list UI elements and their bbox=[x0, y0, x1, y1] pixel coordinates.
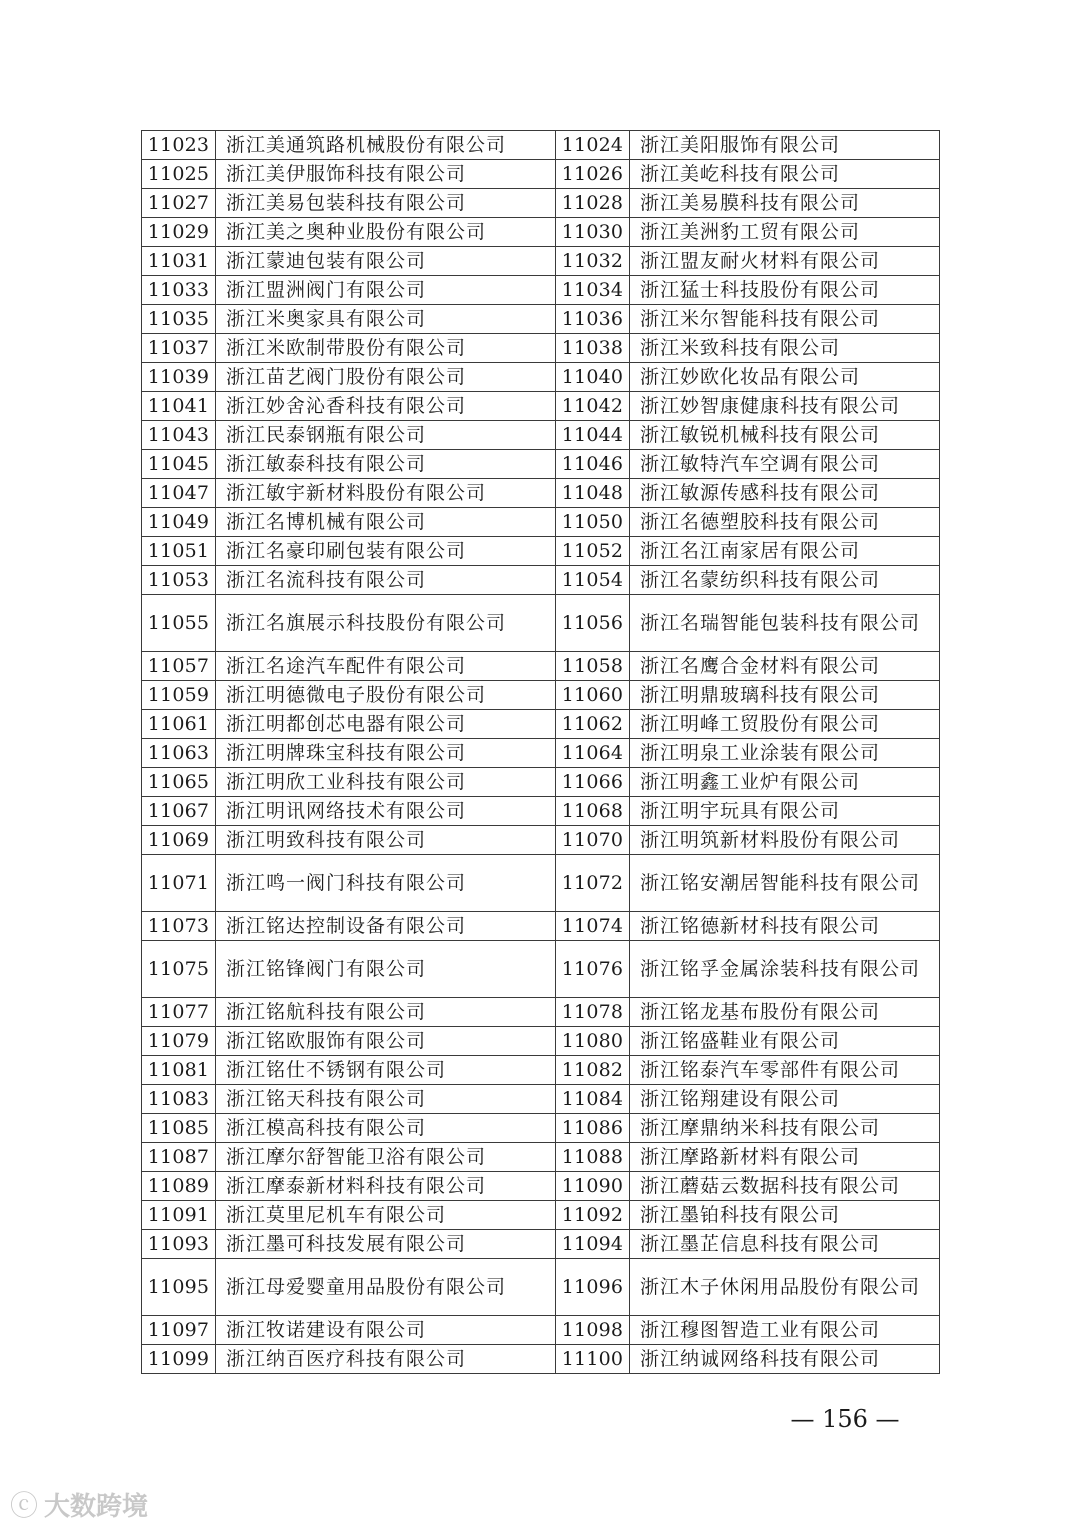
company-name: 浙江名博机械有限公司 bbox=[216, 508, 556, 537]
company-number: 11076 bbox=[556, 941, 630, 998]
company-name: 浙江美屹科技有限公司 bbox=[630, 160, 940, 189]
company-number: 11058 bbox=[556, 652, 630, 681]
company-number: 11082 bbox=[556, 1056, 630, 1085]
table-row bbox=[142, 305, 940, 334]
company-number: 11041 bbox=[142, 392, 216, 421]
company-number: 11088 bbox=[556, 1143, 630, 1172]
table-row bbox=[142, 1345, 940, 1374]
company-name: 浙江名流科技有限公司 bbox=[216, 566, 556, 595]
company-number: 11062 bbox=[556, 710, 630, 739]
company-number: 11095 bbox=[142, 1259, 216, 1316]
table-row bbox=[142, 131, 940, 160]
company-number: 11090 bbox=[556, 1172, 630, 1201]
table-body bbox=[142, 131, 940, 1374]
company-name: 浙江妙智康健康科技有限公司 bbox=[630, 392, 940, 421]
table-row bbox=[142, 1114, 940, 1143]
company-number: 11050 bbox=[556, 508, 630, 537]
company-name: 浙江明都创芯电器有限公司 bbox=[216, 710, 556, 739]
company-number: 11054 bbox=[556, 566, 630, 595]
table-row bbox=[142, 1143, 940, 1172]
company-name: 浙江米致科技有限公司 bbox=[630, 334, 940, 363]
company-number: 11045 bbox=[142, 450, 216, 479]
company-number: 11055 bbox=[142, 595, 216, 652]
company-number: 11031 bbox=[142, 247, 216, 276]
company-name: 浙江摩泰新材料科技有限公司 bbox=[216, 1172, 556, 1201]
table-row bbox=[142, 1230, 940, 1259]
company-number: 11032 bbox=[556, 247, 630, 276]
company-name: 浙江墨芷信息科技有限公司 bbox=[630, 1230, 940, 1259]
company-name: 浙江纳百医疗科技有限公司 bbox=[216, 1345, 556, 1374]
company-number: 11024 bbox=[556, 131, 630, 160]
company-name: 浙江牧诺建设有限公司 bbox=[216, 1316, 556, 1345]
company-number: 11067 bbox=[142, 797, 216, 826]
company-name: 浙江摩鼎纳米科技有限公司 bbox=[630, 1114, 940, 1143]
table-row bbox=[142, 537, 940, 566]
company-number: 11036 bbox=[556, 305, 630, 334]
table-row bbox=[142, 363, 940, 392]
table-row bbox=[142, 739, 940, 768]
watermark-logo-icon: ⓒ bbox=[10, 1489, 39, 1522]
company-name: 浙江盟洲阀门有限公司 bbox=[216, 276, 556, 305]
company-name: 浙江盟友耐火材料有限公司 bbox=[630, 247, 940, 276]
table-row bbox=[142, 710, 940, 739]
company-number: 11071 bbox=[142, 855, 216, 912]
company-name: 浙江模高科技有限公司 bbox=[216, 1114, 556, 1143]
company-name: 浙江铭泰汽车零部件有限公司 bbox=[630, 1056, 940, 1085]
company-name: 浙江铭安潮居智能科技有限公司 bbox=[630, 855, 940, 912]
company-number: 11048 bbox=[556, 479, 630, 508]
company-number: 11080 bbox=[556, 1027, 630, 1056]
company-number: 11051 bbox=[142, 537, 216, 566]
company-number: 11056 bbox=[556, 595, 630, 652]
company-number: 11033 bbox=[142, 276, 216, 305]
company-name: 浙江铭航科技有限公司 bbox=[216, 998, 556, 1027]
table-row bbox=[142, 450, 940, 479]
table-row bbox=[142, 998, 940, 1027]
company-number: 11064 bbox=[556, 739, 630, 768]
company-number: 11037 bbox=[142, 334, 216, 363]
table-row bbox=[142, 276, 940, 305]
company-number: 11060 bbox=[556, 681, 630, 710]
company-name: 浙江米欧制带股份有限公司 bbox=[216, 334, 556, 363]
company-number: 11070 bbox=[556, 826, 630, 855]
table-row bbox=[142, 1172, 940, 1201]
company-name: 浙江明泉工业涂装有限公司 bbox=[630, 739, 940, 768]
company-number: 11044 bbox=[556, 421, 630, 450]
company-name: 浙江苗艺阀门股份有限公司 bbox=[216, 363, 556, 392]
company-name: 浙江名途汽车配件有限公司 bbox=[216, 652, 556, 681]
company-number: 11066 bbox=[556, 768, 630, 797]
company-number: 11093 bbox=[142, 1230, 216, 1259]
company-name: 浙江名鹰合金材料有限公司 bbox=[630, 652, 940, 681]
table-row bbox=[142, 652, 940, 681]
company-number: 11100 bbox=[556, 1345, 630, 1374]
table-row bbox=[142, 421, 940, 450]
table-row bbox=[142, 826, 940, 855]
company-table bbox=[141, 130, 940, 1374]
company-name: 浙江美伊服饰科技有限公司 bbox=[216, 160, 556, 189]
company-name: 浙江美易膜科技有限公司 bbox=[630, 189, 940, 218]
company-number: 11030 bbox=[556, 218, 630, 247]
company-name: 浙江铭天科技有限公司 bbox=[216, 1085, 556, 1114]
company-number: 11083 bbox=[142, 1085, 216, 1114]
company-number: 11023 bbox=[142, 131, 216, 160]
table-row bbox=[142, 1056, 940, 1085]
company-number: 11097 bbox=[142, 1316, 216, 1345]
company-number: 11078 bbox=[556, 998, 630, 1027]
company-name: 浙江名蒙纺织科技有限公司 bbox=[630, 566, 940, 595]
company-number: 11028 bbox=[556, 189, 630, 218]
company-name: 浙江墨可科技发展有限公司 bbox=[216, 1230, 556, 1259]
company-name: 浙江妙欧化妆品有限公司 bbox=[630, 363, 940, 392]
table-row bbox=[142, 334, 940, 363]
company-name: 浙江明宇玩具有限公司 bbox=[630, 797, 940, 826]
table-row bbox=[142, 1316, 940, 1345]
company-number: 11040 bbox=[556, 363, 630, 392]
company-name: 浙江莫里尼机车有限公司 bbox=[216, 1201, 556, 1230]
table-row bbox=[142, 768, 940, 797]
company-number: 11098 bbox=[556, 1316, 630, 1345]
company-name: 浙江猛士科技股份有限公司 bbox=[630, 276, 940, 305]
company-name: 浙江敏特汽车空调有限公司 bbox=[630, 450, 940, 479]
table-row bbox=[142, 1259, 940, 1316]
company-name: 浙江名江南家居有限公司 bbox=[630, 537, 940, 566]
company-number: 11096 bbox=[556, 1259, 630, 1316]
table-row bbox=[142, 681, 940, 710]
company-number: 11053 bbox=[142, 566, 216, 595]
company-name: 浙江美通筑路机械股份有限公司 bbox=[216, 131, 556, 160]
company-name: 浙江铭锋阀门有限公司 bbox=[216, 941, 556, 998]
company-name: 浙江铭盛鞋业有限公司 bbox=[630, 1027, 940, 1056]
company-name: 浙江木子休闲用品股份有限公司 bbox=[630, 1259, 940, 1316]
table-row bbox=[142, 1085, 940, 1114]
company-number: 11046 bbox=[556, 450, 630, 479]
company-name: 浙江蒙迪包装有限公司 bbox=[216, 247, 556, 276]
company-number: 11049 bbox=[142, 508, 216, 537]
company-name: 浙江敏泰科技有限公司 bbox=[216, 450, 556, 479]
company-name: 浙江名德塑胶科技有限公司 bbox=[630, 508, 940, 537]
company-name: 浙江明致科技有限公司 bbox=[216, 826, 556, 855]
table-row bbox=[142, 941, 940, 998]
company-name: 浙江铭仕不锈钢有限公司 bbox=[216, 1056, 556, 1085]
watermark-text: 大数跨境 bbox=[44, 1491, 149, 1522]
table-row bbox=[142, 566, 940, 595]
company-number: 11089 bbox=[142, 1172, 216, 1201]
table-row bbox=[142, 479, 940, 508]
company-number: 11061 bbox=[142, 710, 216, 739]
company-number: 11027 bbox=[142, 189, 216, 218]
company-number: 11065 bbox=[142, 768, 216, 797]
company-name: 浙江明讯网络技术有限公司 bbox=[216, 797, 556, 826]
company-name: 浙江铭龙基布股份有限公司 bbox=[630, 998, 940, 1027]
company-name: 浙江墨铂科技有限公司 bbox=[630, 1201, 940, 1230]
company-name: 浙江摩尔舒智能卫浴有限公司 bbox=[216, 1143, 556, 1172]
company-name: 浙江穆图智造工业有限公司 bbox=[630, 1316, 940, 1345]
company-number: 11079 bbox=[142, 1027, 216, 1056]
company-number: 11057 bbox=[142, 652, 216, 681]
company-name: 浙江米尔智能科技有限公司 bbox=[630, 305, 940, 334]
company-name: 浙江铭欧服饰有限公司 bbox=[216, 1027, 556, 1056]
company-number: 11038 bbox=[556, 334, 630, 363]
company-name: 浙江铭达控制设备有限公司 bbox=[216, 912, 556, 941]
table-row bbox=[142, 392, 940, 421]
company-number: 11091 bbox=[142, 1201, 216, 1230]
company-name: 浙江明鼎玻璃科技有限公司 bbox=[630, 681, 940, 710]
company-number: 11035 bbox=[142, 305, 216, 334]
company-name: 浙江民泰钢瓶有限公司 bbox=[216, 421, 556, 450]
company-number: 11087 bbox=[142, 1143, 216, 1172]
company-name: 浙江铭翔建设有限公司 bbox=[630, 1085, 940, 1114]
company-number: 11084 bbox=[556, 1085, 630, 1114]
company-number: 11039 bbox=[142, 363, 216, 392]
company-name: 浙江美阳服饰有限公司 bbox=[630, 131, 940, 160]
company-name: 浙江纳诚网络科技有限公司 bbox=[630, 1345, 940, 1374]
company-name: 浙江美易包装科技有限公司 bbox=[216, 189, 556, 218]
company-number: 11034 bbox=[556, 276, 630, 305]
company-name: 浙江妙舍沁香科技有限公司 bbox=[216, 392, 556, 421]
company-name: 浙江鸣一阀门科技有限公司 bbox=[216, 855, 556, 912]
company-number: 11077 bbox=[142, 998, 216, 1027]
company-name: 浙江美之奥种业股份有限公司 bbox=[216, 218, 556, 247]
company-name: 浙江敏锐机械科技有限公司 bbox=[630, 421, 940, 450]
company-number: 11043 bbox=[142, 421, 216, 450]
company-name: 浙江敏源传感科技有限公司 bbox=[630, 479, 940, 508]
company-number: 11099 bbox=[142, 1345, 216, 1374]
table-row bbox=[142, 1027, 940, 1056]
company-number: 11086 bbox=[556, 1114, 630, 1143]
company-name: 浙江美洲豹工贸有限公司 bbox=[630, 218, 940, 247]
company-name: 浙江铭孚金属涂装科技有限公司 bbox=[630, 941, 940, 998]
company-number: 11059 bbox=[142, 681, 216, 710]
company-number: 11074 bbox=[556, 912, 630, 941]
company-number: 11026 bbox=[556, 160, 630, 189]
company-number: 11085 bbox=[142, 1114, 216, 1143]
company-number: 11025 bbox=[142, 160, 216, 189]
company-name: 浙江母爱婴童用品股份有限公司 bbox=[216, 1259, 556, 1316]
table-row bbox=[142, 160, 940, 189]
company-name: 浙江名豪印刷包装有限公司 bbox=[216, 537, 556, 566]
table-row bbox=[142, 247, 940, 276]
table-row bbox=[142, 912, 940, 941]
company-name: 浙江米奥家具有限公司 bbox=[216, 305, 556, 334]
company-number: 11069 bbox=[142, 826, 216, 855]
company-name: 浙江铭德新材科技有限公司 bbox=[630, 912, 940, 941]
company-number: 11052 bbox=[556, 537, 630, 566]
table-row bbox=[142, 1201, 940, 1230]
company-number: 11068 bbox=[556, 797, 630, 826]
company-number: 11075 bbox=[142, 941, 216, 998]
company-name: 浙江明峰工贸股份有限公司 bbox=[630, 710, 940, 739]
company-name: 浙江蘑菇云数据科技有限公司 bbox=[630, 1172, 940, 1201]
company-number: 11042 bbox=[556, 392, 630, 421]
table-row bbox=[142, 797, 940, 826]
company-number: 11047 bbox=[142, 479, 216, 508]
watermark bbox=[10, 1484, 148, 1524]
company-name: 浙江明牌珠宝科技有限公司 bbox=[216, 739, 556, 768]
table-row bbox=[142, 855, 940, 912]
company-name: 浙江明德微电子股份有限公司 bbox=[216, 681, 556, 710]
company-name: 浙江明筑新材料股份有限公司 bbox=[630, 826, 940, 855]
company-name: 浙江明欣工业科技有限公司 bbox=[216, 768, 556, 797]
company-number: 11073 bbox=[142, 912, 216, 941]
table-row bbox=[142, 508, 940, 537]
company-number: 11029 bbox=[142, 218, 216, 247]
company-name: 浙江明鑫工业炉有限公司 bbox=[630, 768, 940, 797]
company-number: 11094 bbox=[556, 1230, 630, 1259]
page-number: — 156 — bbox=[790, 1405, 900, 1433]
company-name: 浙江摩路新材料有限公司 bbox=[630, 1143, 940, 1172]
company-name: 浙江敏宇新材料股份有限公司 bbox=[216, 479, 556, 508]
table-row bbox=[142, 595, 940, 652]
company-name: 浙江名旗展示科技股份有限公司 bbox=[216, 595, 556, 652]
company-number: 11072 bbox=[556, 855, 630, 912]
company-number: 11063 bbox=[142, 739, 216, 768]
company-name: 浙江名瑞智能包装科技有限公司 bbox=[630, 595, 940, 652]
company-number: 11092 bbox=[556, 1201, 630, 1230]
table-row bbox=[142, 218, 940, 247]
company-number: 11081 bbox=[142, 1056, 216, 1085]
table-row bbox=[142, 189, 940, 218]
